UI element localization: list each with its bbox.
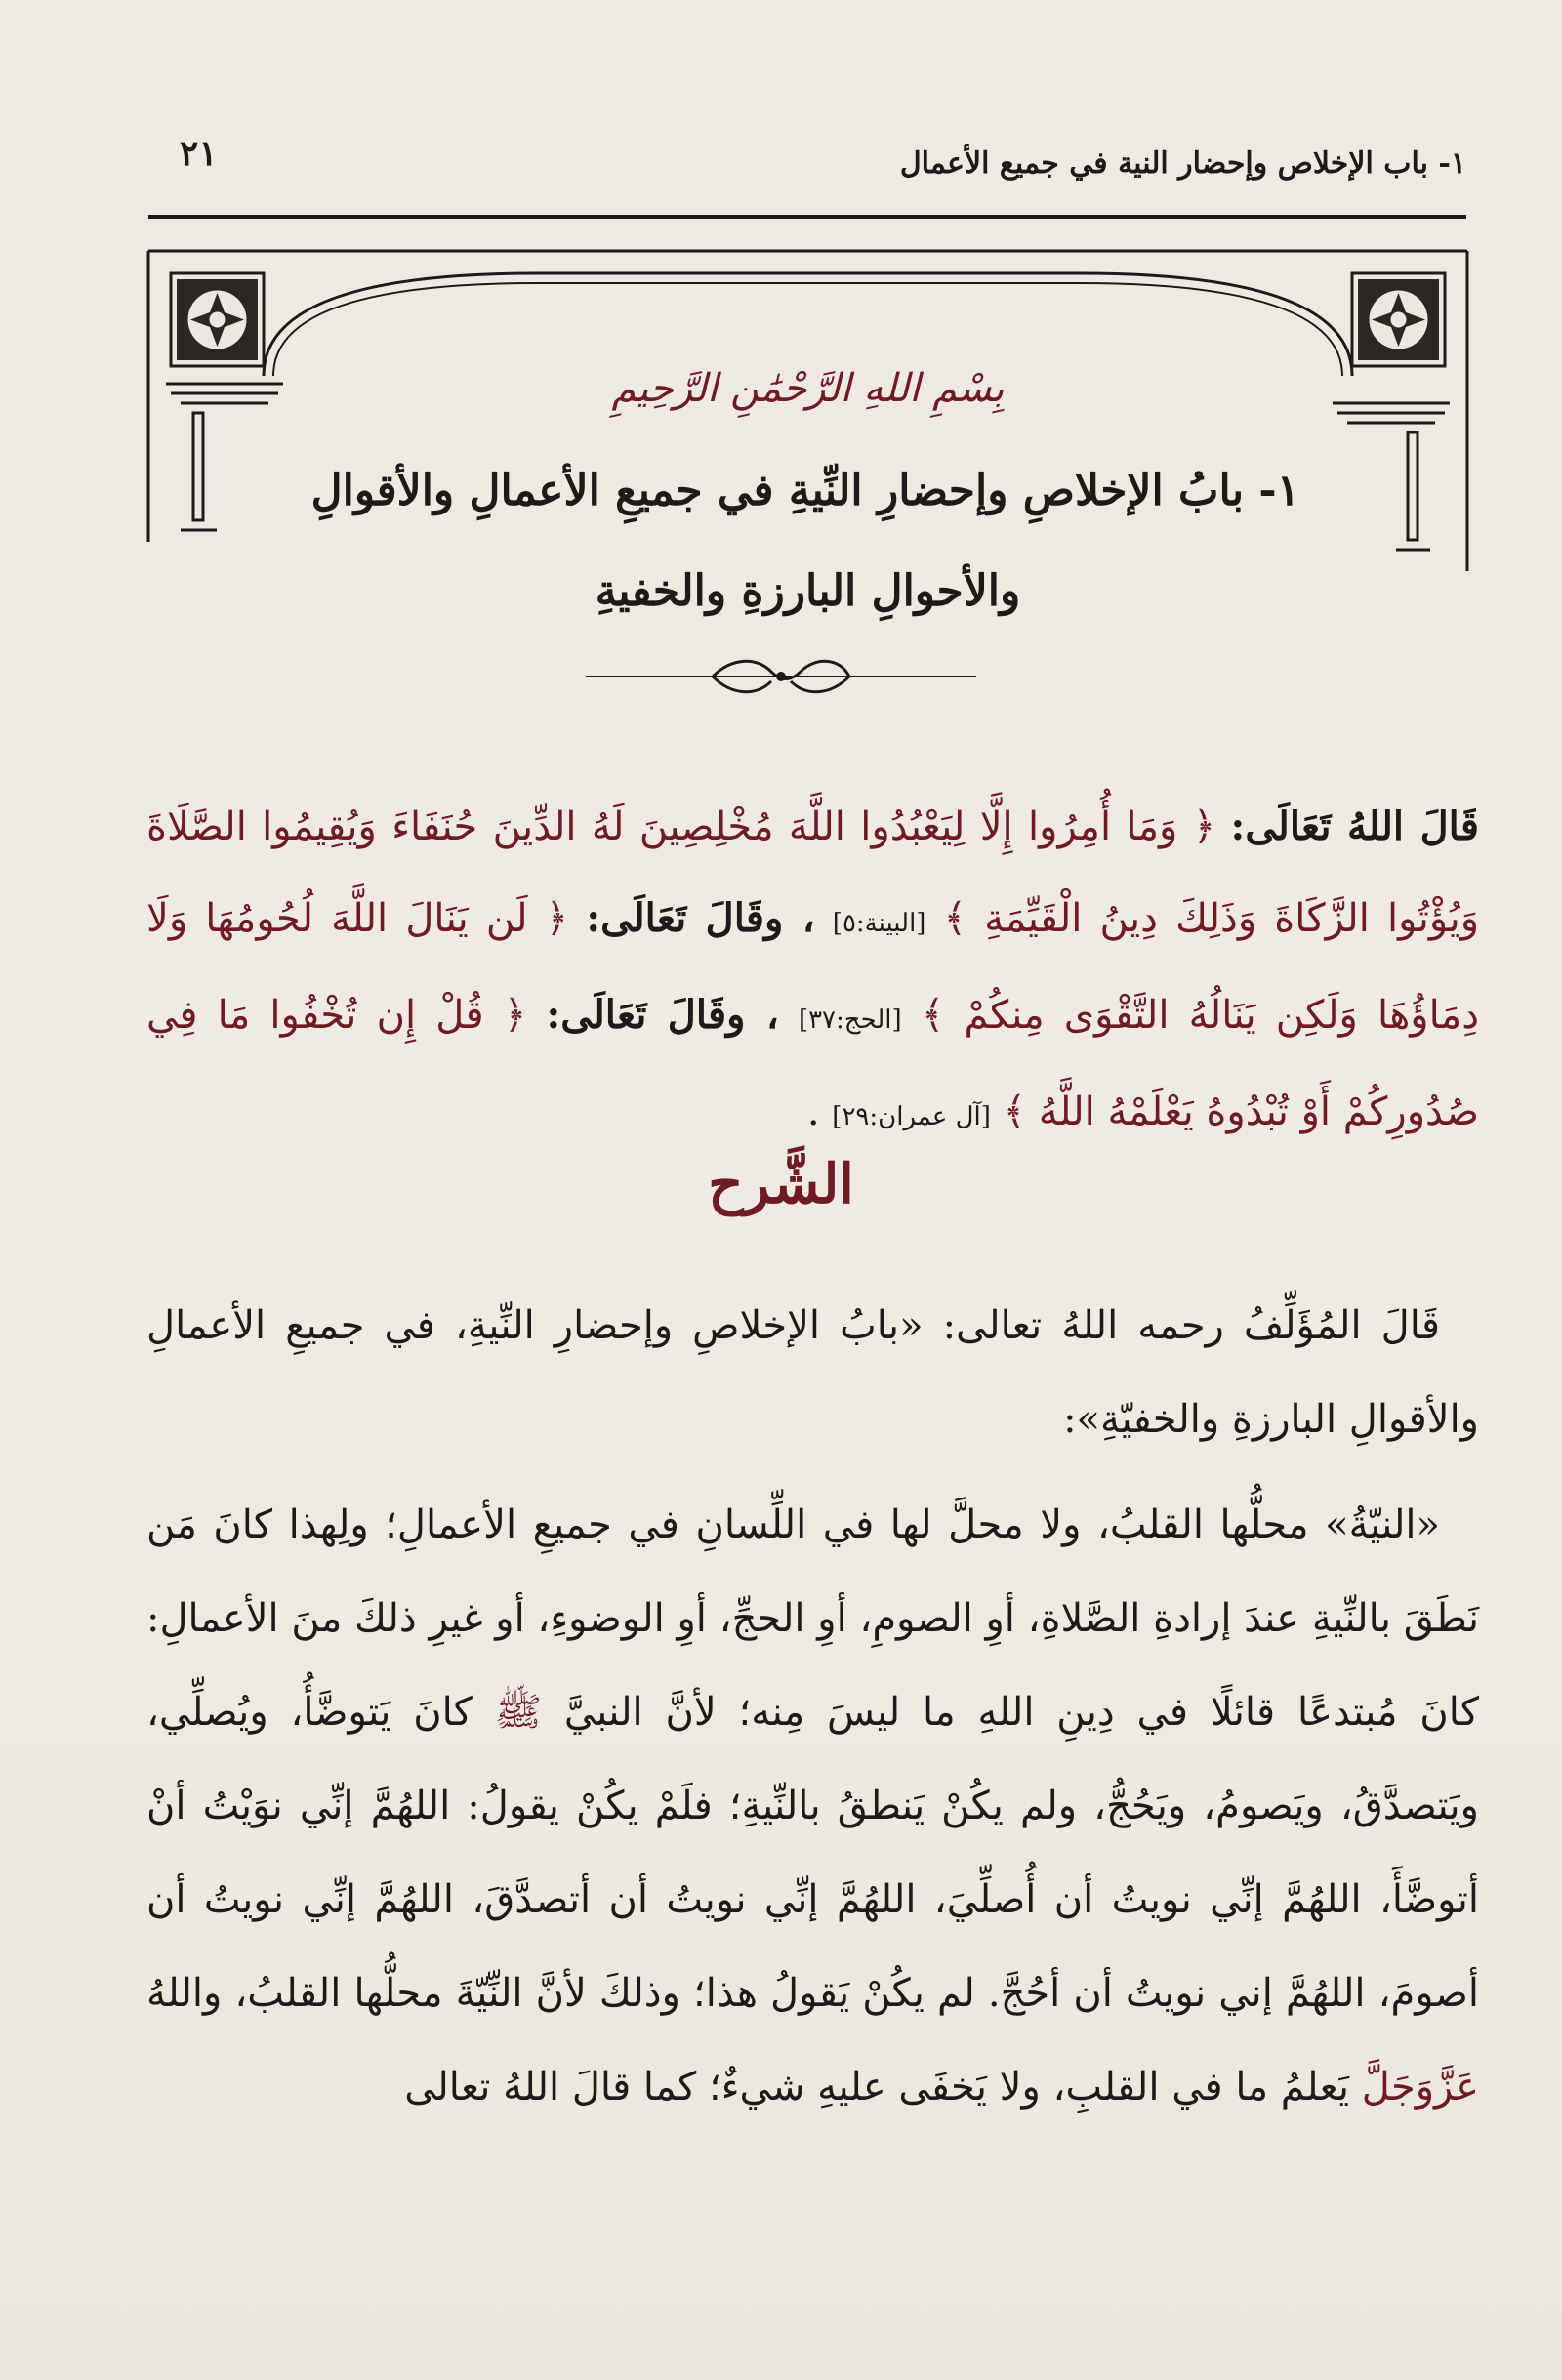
verse-reference-1: [البينة:٥]: [832, 909, 926, 938]
running-header: [148, 127, 1466, 219]
right-geometric-tile: [1352, 273, 1445, 366]
verse-bracket-close-3: ﴾: [1003, 1089, 1027, 1134]
verse-end-mark: .: [806, 1089, 820, 1134]
quranic-verses: [146, 781, 1479, 1163]
commentary-paragraph-2: [146, 1478, 1479, 2134]
verse-bracket-close-1: ﴾: [943, 896, 967, 941]
azza-wa-jalla-phrase: عَزَّوَجَلَّ: [1361, 2065, 1479, 2110]
chapter-frame: [146, 249, 1469, 616]
commentary-text-part-1: «النيّةُ» محلُّها القلبُ، ولا محلَّ لها في اللِّسانِ في جميعِ الأعمالِ؛ ولِهذا كانَ مَن نَطَقَ بالنِّيةِ عندَ إرادةِ الصَّلاةِ، أوِ الصومِ، أوِ الحجِّ، أوِ الوضوءِ، أو غيرِ ذلكَ منَ الأعمالِ: كانَ مُبتدعًا قائلًا في دِينِ اللهِ ما ليسَ مِنه؛ لأنَّ النبيَّ: [146, 1502, 1480, 1735]
left-geometric-tile: [171, 273, 264, 366]
commentary-text-part-2: كانَ يَتوضَّأُ، ويُصلِّي، ويَتصدَّقُ، ويَصومُ، ويَحُجُّ، ولم يكُنْ يَنطقُ بالنِّيةِ؛ فلَمْ يكُنْ يقولُ: اللهُمَّ إنِّي نوَيْتُ أنْ أتوضَّأَ، اللهُمَّ إنِّي نويتُ أن أُصلِّيَ، اللهُمَّ إنِّي نويتُ أن أتصدَّقَ، اللهُمَّ إنِّي نويتُ أن أصومَ، اللهُمَّ إني نويتُ أن أحُجَّ. لم يكُنْ يَقولُ هذا؛ وذلكَ لأنَّ النِّيّةَ محلُّها القلبُ، واللهُ: [146, 1690, 1479, 2016]
page-number: ٢١: [180, 133, 218, 174]
sharh-heading: الشَّرح: [708, 1152, 854, 1216]
verse-bracket-open-3: ﴿: [503, 993, 527, 1038]
salutation-glyph: ﷺ: [494, 1690, 542, 1735]
chapter-title: ١- بابُ الإخلاصِ وإحضارِ النِّيةِ في جميعِ الأعمالِ والأقوالِ: [310, 466, 1300, 515]
divider-ornament: [586, 652, 976, 701]
verse-text-1: وَمَا أُمِرُوا إِلَّا لِيَعْبُدُوا اللَّهَ مُخْلِصِينَ لَهُ الدِّينَ حُنَفَاءَ وَيُقِيمُوا الصَّلَاةَ وَيُؤْتُوا الزَّكَاةَ وَذَلِكَ دِينُ الْقَيِّمَةِ: [146, 804, 1480, 941]
commentary-paragraph-1: قَالَ المُؤَلِّفُ رحمه اللهُ تعالى: «بابُ الإخلاصِ وإحضارِ النِّيةِ، في جميعِ الأعمالِ والأقوالِ البارزةِ والخفيّةِ»:: [146, 1303, 1479, 1442]
verse-intro-3: ، وقَالَ تَعَالَى:: [546, 992, 779, 1038]
verse-intro-2: ، وقَالَ تَعَالَى:: [586, 895, 815, 941]
verse-text-3: قُلْ إِن تُخْفُوا مَا فِي صُدُورِكُمْ أَوْ تُبْدُوهُ يَعْلَمْهُ اللَّهُ: [146, 993, 1479, 1134]
verse-intro-1: قَالَ اللهُ تَعَالَى:: [1230, 803, 1479, 849]
verse-bracket-open-2: ﴿: [545, 896, 569, 941]
commentary-body: [146, 1279, 1479, 2146]
verse-reference-3: [آل عمران:٢٩]: [832, 1102, 991, 1131]
verse-text-2: لَن يَنَالَ اللَّهَ لُحُومُهَا وَلَا دِمَاؤُهَا وَلَكِن يَنَالُهُ التَّقْوَى مِنكُمْ: [146, 896, 1480, 1038]
verse-bracket-open-1: ﴿: [1192, 804, 1216, 849]
basmala: بِسْمِ اللهِ الرَّحْمَٰنِ الرَّحِيمِ: [611, 366, 1005, 411]
verse-reference-2: [الحج:٣٧]: [798, 1005, 902, 1035]
running-header-title: ١- باب الإخلاص وإحضار النية في جميع الأعمال: [899, 146, 1466, 181]
verse-bracket-close-2: ﴾: [921, 993, 945, 1038]
chapter-title-continuation: والأحوالِ البارزةِ والخفيةِ: [595, 566, 1021, 616]
commentary-text-part-3: يَعلمُ ما في القلبِ، ولا يَخفَى عليهِ شيءٌ؛ كما قالَ اللهُ تعالى: [404, 2065, 1349, 2110]
